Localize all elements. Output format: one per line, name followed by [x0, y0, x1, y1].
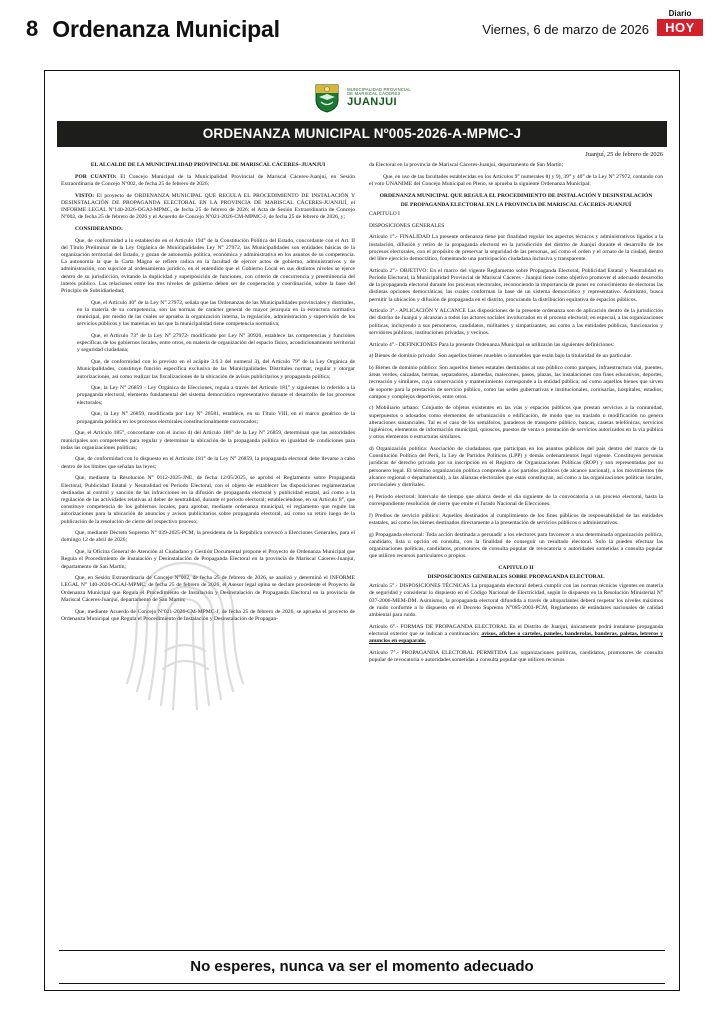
paragraph: g) Propaganda electoral: Toda acción destinada a persuadir a los electores para favorecer a una determinada organización política, candidato, lista u opción en consulta, con la finalidad de conseguir un resultado electoral. Solo la pueden efectuar las organizaciones políticas, candidatos, promotores de consulta popular de revocatoria o autoridades sometidas a consulta popular que utilicen recursos particulares o propios.	[369, 531, 663, 560]
paragraph: VISTO: El proyecto de ORDENANZA MUNICIPAL QUE REGULA EL PROCEDIMIENTO DE INSTALACIÓN Y DESINSTALACIÓN DE PROPAGANDA ELECTORAL EN LA PROVINCIA DE MARISCAL CÁCERES-JUANJUÍ, el INFORME LEGAL Nº140-2026-OGAJ-MPMC, de fecha 25 de febrero de 2026; el Acta de Sesión Extraordinaria de Concejo Nº002, de fecha 25 de febrero de 2026 y el Acuerdo de Concejo Nº021-2026-CM-MPMC-J, de fecha 25 de febrero de 2026, y;	[61, 192, 355, 221]
right-column	[369, 162, 663, 944]
municipality-crest	[55, 79, 669, 119]
crest-line-2: DE MARISCAL CÁCERES	[347, 91, 401, 97]
paragraph: EL ALCALDE DE LA MUNICIPALIDAD PROVINCIAL DE MARISCAL CÁCERES–JUANJUI	[90, 162, 326, 168]
brand-logo	[657, 8, 703, 36]
page-title: Ordenanza Municipal	[52, 16, 280, 42]
paragraph: Que, mediante Acuerdo de Concejo Nº021-2026-CM-MPMC-J, de fecha 25 de febrero de 2026, se aprueba el proyecto de Ordenanza Municipal que Regula el Procedimiento de Instalación y Desinstalación de Propagan-	[61, 608, 355, 622]
emphasised-list: avisos, afiches o carteles, paneles, banderolas, banderas, paletas, letreros y anuncios en espaparale.	[369, 630, 663, 645]
paragraph: Artículo 5°.- DISPOSICIONES TÉCNICAS La propaganda electoral deberá cumplir con las normas técnicas vigentes en materia de seguridad y considerar lo dispuesto en el Código Nacional de Electricidad, según lo dispuesto en la Resolución Ministerial N° 037-2006-MEM-DM. Asimismo, la propaganda electoral difundida a través de altoparlantes deberá respetar los niveles máximos de ruido conforme a lo dispuesto en el Decreto Supremo N°085-2003-PCM, Reglamento de estándares nacionales de calidad ambiental para ruido.	[369, 583, 663, 619]
paragraph: Que, de conformidad con lo previsto en el acápite 3.6.3 del numeral 3), del Artículo 79° de la Ley Orgánica de Municipalidades, constituye función específica exclusiva de las Municipalidades Distritales normar, regular y otorgar autorizaciones, así como realizar las fiscalizaciones de la ubicación de avisos publicitarios y propaganda política;	[77, 359, 355, 380]
masthead	[0, 0, 723, 62]
paragraph: Que, el Artículo 185°, concordante con el inciso d) del Artículo 186° de la Ley N° 26859, determinan que las autoridades municipales son competentes para regular y determinar la ubicación de la propaganda política en igualdad de condiciones para todas las organizaciones políticas;	[61, 430, 355, 451]
paragraph: Artículo 7°.- PROPAGANDA ELECTORAL PERMITIDA Las organizaciones políticas, candidatos, promotores de consulta popular de revocatoria o autoridades sometidas a consulta popular que utilicen recursos	[369, 649, 663, 664]
paragraph: ORDENANZA MUNICIPAL QUE REGULA EL PROCEDIMIENTO DE INSTALACIÓN Y DESINSTALACIÓN	[379, 192, 653, 199]
paragraph: Que, en uso de las facultades establecidas en los Artículos 9° numerales 8) y 9), 39° y 40° de la Ley N° 27972, contando con el voto UNANIME del Concejo Municipal en Pleno, se aprueba la siguiente Ordenanza Municipal:	[369, 173, 663, 187]
paragraph: Que, de conformidad con lo dispuesto en el Artículo 181° de la Ley N° 26859, la propaganda electoral debe llevarse a cabo dentro de los límites que señalan las leyes;	[61, 456, 355, 470]
left-column	[61, 162, 355, 944]
document-body	[55, 162, 669, 944]
paragraph: Artículo 1°.- FINALIDAD La presente ordenanza tiene por finalidad regular los aspectos técnicos y administrativos ligados a la instalación, difusión y retiro de la propaganda electoral en la jurisdicción del distrito de Juanjuí durante el desarrollo de los procesos electorales, con el propósito de preservar la seguridad de las personas, así como el orden y el ornato de la ciudad, dentro del libre ejercicio democrático, fomentando una participación ciudadana inclusiva y transparente.	[369, 234, 663, 263]
publication-date: Viernes, 6 de marzo de 2026	[482, 22, 649, 37]
paragraph: Que, mediante la Resolución N° 0112-2025-JNE, de fecha 12/05/2025, se aprobó el Reglamento sobre Propaganda Electoral, Publicidad Estatal y Neutralidad en Periodo Electoral, con el objeto de establecer las disposiciones reglamentarias destinadas al control y sanción de las infracciones en la difusión de propaganda electoral y publicidad estatal, así como a la regulación de las actividades relativas al deber de neutralidad, durante el periodo electoral; estableciéndose, en su Artículo 8°, que constituye competencia de los gobiernos locales, para aprobar, mediante ordenanza municipal, el reglamento que regule las autorizaciones para la ubicación de anuncios y avisos publicitarios sobre propaganda electoral, así como su retiro luego de la publicación de la resolución de cierre del respectivo proceso;	[61, 475, 355, 525]
paragraph: Artículo 6°.- FORMAS DE PROPAGANDA ELECTORAL En el Distrito de Juanjuí, únicamente podrá instalarse propaganda electoral exterior que se indican a continuación: avisos, afiches o carteles, paneles, banderolas, banderas, paletas, letreros y anuncios en espaparale.	[369, 623, 663, 645]
ordinance-place-date: Juanjuí, 25 de febrero de 2026	[585, 151, 663, 158]
paragraph: Que, de conformidad a lo establecido en el Artículo 194° de la Constitución Política del Estado, concordante con el Art. II del Título Preliminar de la Ley Orgánica de Municipalidades Ley N° 27972, las Municipalidades son entidades básicas de la organización territorial del Estado, y gozan de autonomía política, económica y administrativa en los asuntos de su competencia. La autonomía la que la Carta Magna se refiere radica en la facultad de ejercer actos de gobierno, administrativos y de administración, con sujeción al ordenamiento jurídico, en el entendido que el Gobierno Local en sus distintos niveles se ejerce dentro de su jurisdicción, evitando la duplicidad y superposición de funciones, con criterio de concurrencia y preeminencia del interés público. Las relaciones entre los tres niveles de gobierno deben ser de cooperación y coordinación, sobre la base del Principio de Subsidiariedad;	[61, 237, 355, 295]
crest-line-3: JUANJUI	[347, 95, 397, 108]
paragraph: Que, el Artículo 40° de la Ley N° 27972, señala que las Ordenanzas de las Municipalidades provinciales y distritales, en la materia de su competencia, son las normas de carácter general de mayor jerarquía en la estructura normativa municipal, por medio de las cuales se aprueba la organización interna, la regulación, administración y supervisión de los servicios públicos y las materias en las que la municipalidad tiene competencia normativa;	[77, 299, 355, 328]
paragraph: Que, la Ley N° 26859, modificada por Ley N° 28581, establece, en su Título VIII, en el marco genérico de la propaganda política en los procesos electorales constitucionalmente convocados;	[77, 411, 355, 425]
paragraph: DE PROPAGANDA ELECTORAL EN LA PROVINCIA DE MARISCAL CÁCERES-JUANJUÍ	[400, 201, 632, 208]
paragraph: CAPITULO II	[498, 564, 534, 571]
paragraph: Que, el Artículo 73° de la Ley N° 27972- modificado por Ley N° 30920, establece las competencias y funciones específicas de los gobiernos locales, entre otros, en materia de organización del espacio físico, acondicionamiento territorial y seguridad ciudadana;	[77, 333, 355, 354]
paragraph: e) Período electoral: Intervalo de tiempo que abarca desde el día siguiente de la convocatoria a un proceso electoral, hasta la correspondiente resolución de cierre que emite el Jurado Nacional de Elecciones.	[369, 493, 663, 507]
page-number: 8	[26, 16, 39, 41]
paragraph: Artículo 2°.- OBJETIVO: En el marco del vigente Reglamento sobre Propaganda Electoral, Publicidad Estatal y Neutralidad en Período Electoral, la Municipalidad Provincial de Mariscal Cáceres - Juanjuí tiene como objetivo promover el adecuado desarrollo de la propaganda electoral durante los procesos electorales, reconociendo la importancia de poner en conocimiento de electoras las distintas opciones democráticas, las cuales conforman la base de un sistema democrático y representativo. Asimismo, busca permitir la ubicación y difusión de propaganda en el distrito, procurando la distribución equitativa de espacios públicos.	[369, 267, 663, 303]
paragraph: Artículo 4°.- DEFINICIONES Para la presente Ordenanza Municipal se utilizarán las siguientes definiciones:	[369, 341, 615, 348]
paragraph-lead: CONSIDERANDO:	[75, 225, 123, 232]
brand-name-bottom: HOY	[657, 19, 703, 36]
ordinance-title: ORDENANZA MUNICIPAL Nº005-2026-A-MPMC-J	[57, 121, 667, 147]
paragraph: DISPOSICIONES GENERALES	[369, 222, 445, 229]
footer-quote-banner: No esperes, nunca va ser el momento adecuado	[59, 950, 665, 984]
paragraph: c) Mobiliario urbano: Conjunto de objetos existentes en las vías y espacios públicos que prestan servicios a la comunidad, superpuestos o adosados como elementos de urbanización o edificación, de modo que su traslado o modificación no genera alteraciones sustanciales. Tal es el caso de los semáforos, paraderos de transporte público, bancas, casetas telefónicas, servicios higiénicos, elementos de información municipal, quioscos, puestos de venta o prestación de servicios autorizados en la vía pública y otros elementos o estructuras similares.	[369, 405, 663, 441]
paragraph: da Electoral en la provincia de Mariscal Cáceres-Juanjuí, departamento de San Martín;	[369, 162, 564, 168]
paragraph: Que, la Ley N° 26859 - Ley Orgánica de Elecciones, regula a través del Artículo 181° y siguientes lo referido a la propaganda electoral, elemento fundamental del sistema democrático representativo durante el desarrollo de los procesos electorales;	[77, 385, 355, 406]
brand-name-top: Diario	[668, 9, 692, 18]
paragraph: b) Bienes de dominio público: Son aquellos bienes estatales destinados al uso público como parques, infraestructura vial, puentes, áreas verdes, caizadas, bermas, separadores, alamedas, malecones, pasos, plazas, las instalaciones con fines educativos, deportes, recreación y similares, cuya conservación y mantenimiento corresponde a la entidad pública; así como aquellos bienes que sirven de soporte para la prestación de servicio público, como las sedes gubernativas e institucionales, comisarías, hospitales, estadios, campos y complejos deportivos, entre otros.	[369, 364, 663, 400]
paragraph: a) Bienes de dominio privado: Son aquellos bienes muebles o inmuebles que están bajo la titularidad de un particular.	[369, 353, 632, 360]
crest-line-1: MUNICIPALIDAD PROVINCIAL	[347, 86, 411, 92]
paragraph: Que, mediante Decreto Supremo N° 039-2025-PCM, la presidenta de la República convocó a Elecciones Generales, para el domingo 12 de abril de 2026;	[61, 530, 355, 544]
ordinance-document	[44, 70, 680, 991]
paragraph: d) Organización política: Asociación de ciudadanos que participan en los asuntos públicos del país dentro del marco de la Constitución Política del Perú, la Ley de Partidos Políticos (LPP) y demás ordenamientos legal vigente. Constituyen personas jurídicas de derecho privado por su inscripción en el Registro de Organizaciones Políticas (ROP) y son representadas por su personero legal. El término organización política comprende a los partidos políticos (de alcance nacional), a los movimientos (de alcance regional o departamental), a las alianzas electorales que estas constituyan, así como a las organizaciones políticas locales, provinciales y distritales.	[369, 446, 663, 489]
paragraph: Que, en Sesión Extraordinaria de Concejo N°002, de fecha 25 de febrero de 2026, se analizó y determinó el INFORME LEGAL N° 140-2026-OGAJ-MPMC, de fecha 25 de febrero de 2026, el Asesor legal opina se declare procedente el Proyecto de Ordenanza Municipal que Regula el Procedimiento de Instalación y Desinstalación de Propaganda Electoral en la provincia de Mariscal Cáceres-Juanjuí, departamento de San Martín;	[61, 575, 355, 603]
paragraph-lead: VISTO:	[75, 192, 95, 199]
paragraph: Artículo 3°.- APLICACIÓN Y ALCANCE Las disposiciones de la presente ordenanza son de aplicación dentro de la jurisdicción del distrito de Juanjuí y alcanzan a todos los actores sociales involucrados en el proceso electoral; en especial, a las organizaciones políticas, incluyendo a sus personeros, candidatos, militantes y simpatizantes, así como a las entidades públicas, funcionarios y servidores públicos, instituciones privadas, y vecinos.	[369, 308, 663, 336]
paragraph: POR CUANTO: El Concejo Municipal de la Municipalidad Provincial de Mariscal Cáceres-Juanjuí, en Sesión Extraordinaria de Concejo Nº002, de fecha 25 de febrero de 2026;	[61, 173, 355, 187]
paragraph-lead: POR CUANTO:	[75, 173, 117, 180]
paragraph: Que, la Oficina General de Atención al Ciudadano y Gestión Documental propone el Proyecto de Ordenanza Municipal que Regula el Procedimiento de Instalación y Desinstalación de Propaganda Electoral en la provincia de Mariscal Cáceres-Juanjuí, departamento de San Martín;	[61, 549, 355, 570]
paragraph: CAPITULO I	[369, 211, 400, 218]
paragraph: DISPOSICIONES GENERALES SOBRE PROPAGANDA ELECTORAL	[427, 574, 605, 581]
paragraph	[61, 226, 355, 233]
paragraph: f) Predios de servicio público: Aquellos destinados al cumplimiento de los fines públicos de responsabilidad de las entidades estatales, así como los bienes destinados directamente a la presentación de servicios públicos o administrativos.	[369, 512, 663, 526]
coat-of-arms-icon	[313, 83, 341, 113]
